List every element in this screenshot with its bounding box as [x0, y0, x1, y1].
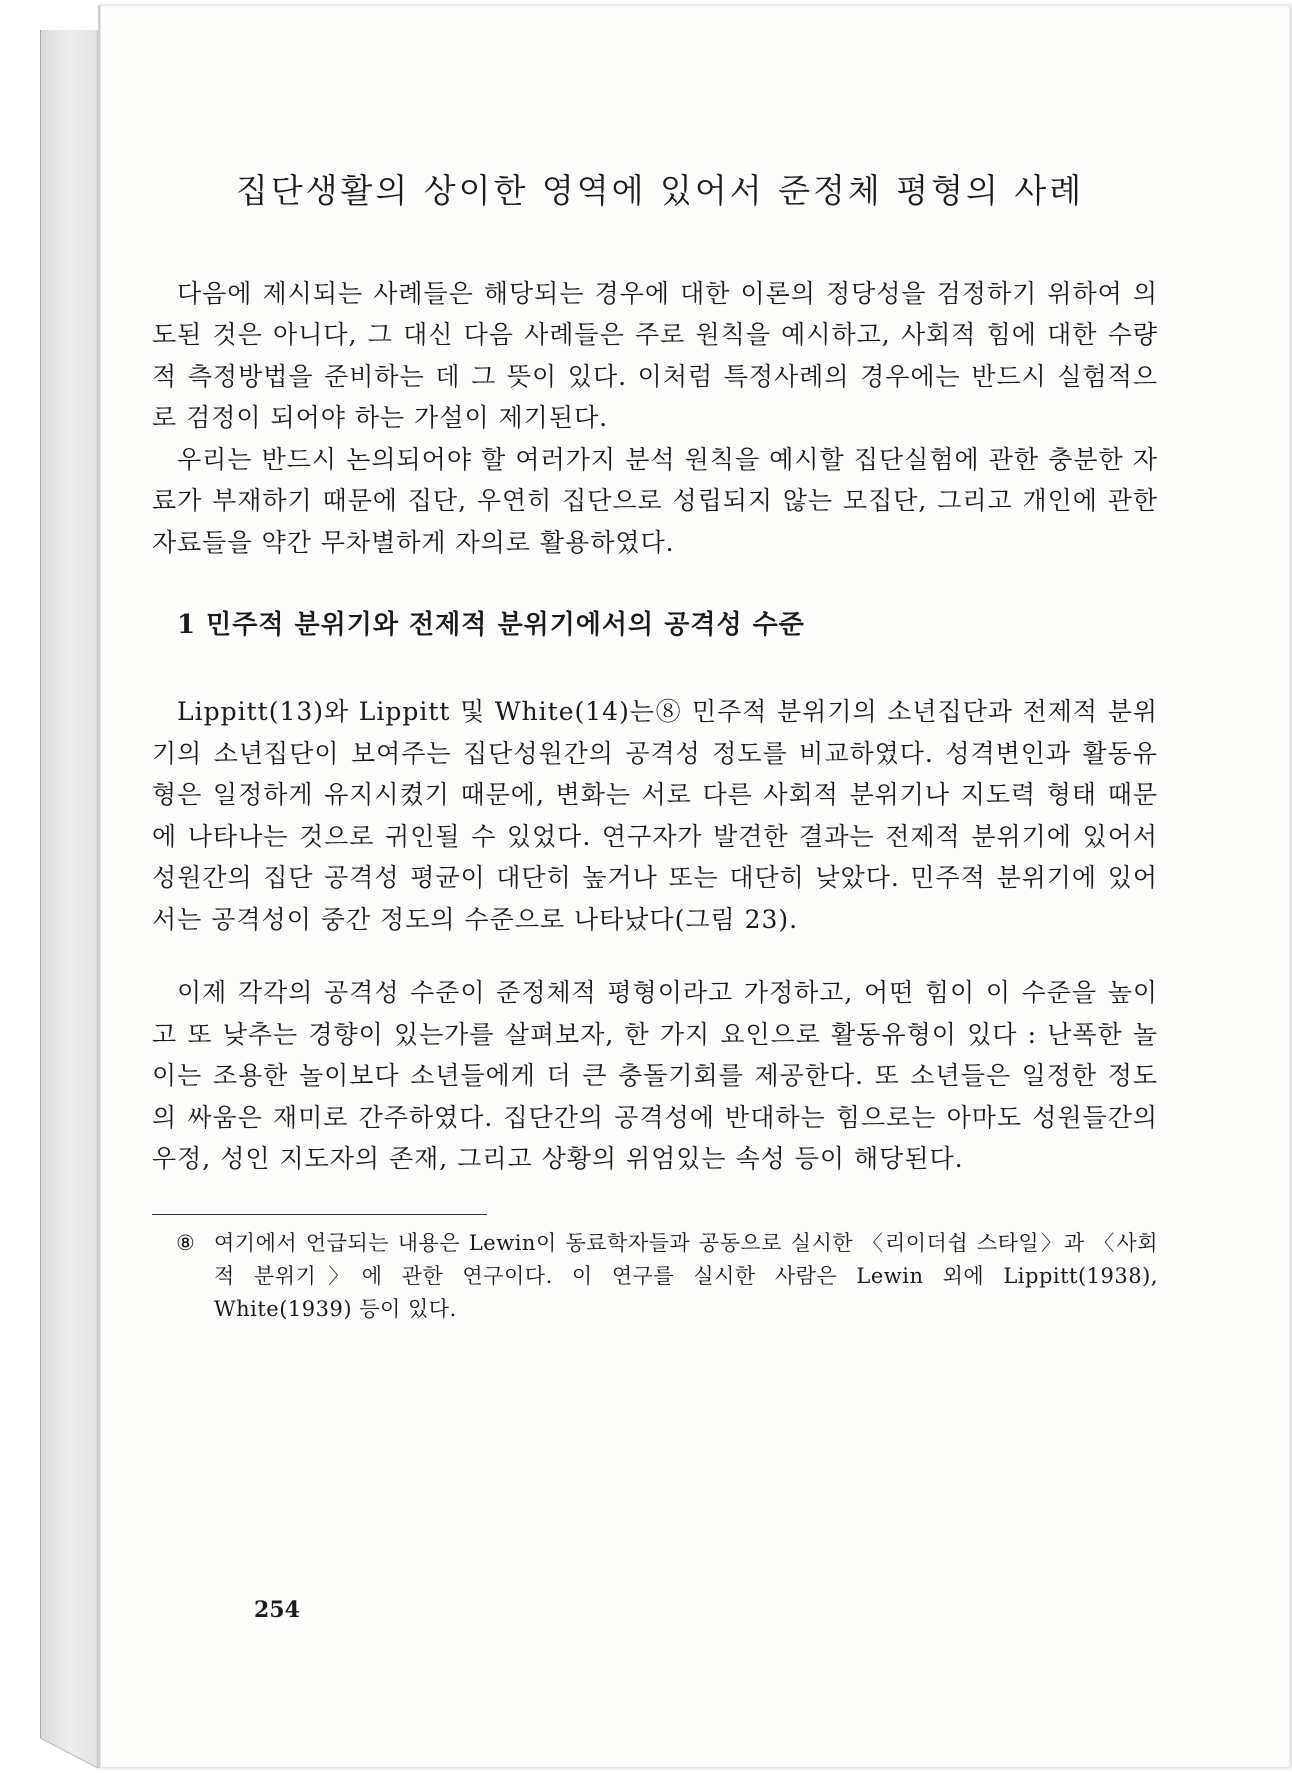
section-title: 집단생활의 상이한 영역에 있어서 준정체 평형의 사례: [235, 171, 1085, 210]
footnote-text: 여기에서 언급되는 내용은 Lewin이 동료학자들과 공동으로 실시한 〈리이더쉽 스타일〉과 〈사회적 분위기〉에 관한 연구이다. 이 연구를 실시한 사람은 Lewin 외에 Lippitt(1938), White(1939) 등이 있다.: [214, 1230, 1158, 1321]
intro-paragraph-1: 다음에 제시되는 사례들은 해당되는 경우에 대한 이론의 정당성을 검정하기 위하여 의도된 것은 아니다, 그 대신 다음 사례들은 주로 원칙을 예시하고, 사회적 힘에 대한 수량적 측정방법을 준비하는 데 그 뜻이 있다. 이처럼 특정사례의 경우에는 반드시 실험적으로 검정이 되어야 하는 가설이 제기된다.: [152, 278, 1158, 433]
footnote-marker: ⑧: [176, 1230, 196, 1255]
page-content: [152, 170, 1158, 1326]
body-paragraph-2: 이제 각각의 공격성 수준이 준정체적 평형이라고 가정하고, 어떤 힘이 이 수준을 높이고 또 낮추는 경향이 있는가를 살펴보자, 한 가지 요인으로 활동유형이 있다 : 난폭한 놀이는 조용한 놀이보다 소년들에게 더 큰 충돌기회를 제공한다. 또 소년들은 일정한 정도의 싸움은 재미로 간주하였다. 집단간의 공격성에 반대하는 힘으로는 아마도 성원들간의 우정, 성인 지도자의 존재, 그리고 상황의 위엄있는 속성 등이 해당된다.: [152, 978, 1158, 1174]
footnote-rule: [152, 1214, 487, 1215]
page-number: 254: [254, 1597, 300, 1623]
subsection-heading: 1 민주적 분위기와 전제적 분위기에서의 공격성 수준: [177, 610, 805, 641]
body-paragraph-1: Lippitt(13)와 Lippitt 및 White(14)는⑧ 민주적 분위기의 소년집단과 전제적 분위기의 소년집단이 보여주는 집단성원간의 공격성 정도를 비교하였다. 성격변인과 활동유형은 일정하게 유지시켰기 때문에, 변화는 서로 다른 사회적 분위기나 지도력 형태 때문에 나타나는 것으로 귀인될 수 있었다. 연구자가 발견한 결과는 전제적 분위기에 있어서 성원간의 집단 공격성 평균이 대단히 높거나 또는 대단히 낮았다. 민주적 분위기에 있어서는 공격성이 중간 정도의 수준으로 나타났다(그림 23).: [152, 697, 1158, 934]
footnote: [152, 1227, 1158, 1326]
intro-paragraph-2: 우리는 반드시 논의되어야 할 여러가지 분석 원칙을 예시할 집단실험에 관한 충분한 자료가 부재하기 때문에 집단, 우연히 집단으로 성립되지 않는 모집단, 그리고 개인에 관한 자료들을 약간 무차별하게 자의로 활용하였다.: [152, 444, 1158, 557]
